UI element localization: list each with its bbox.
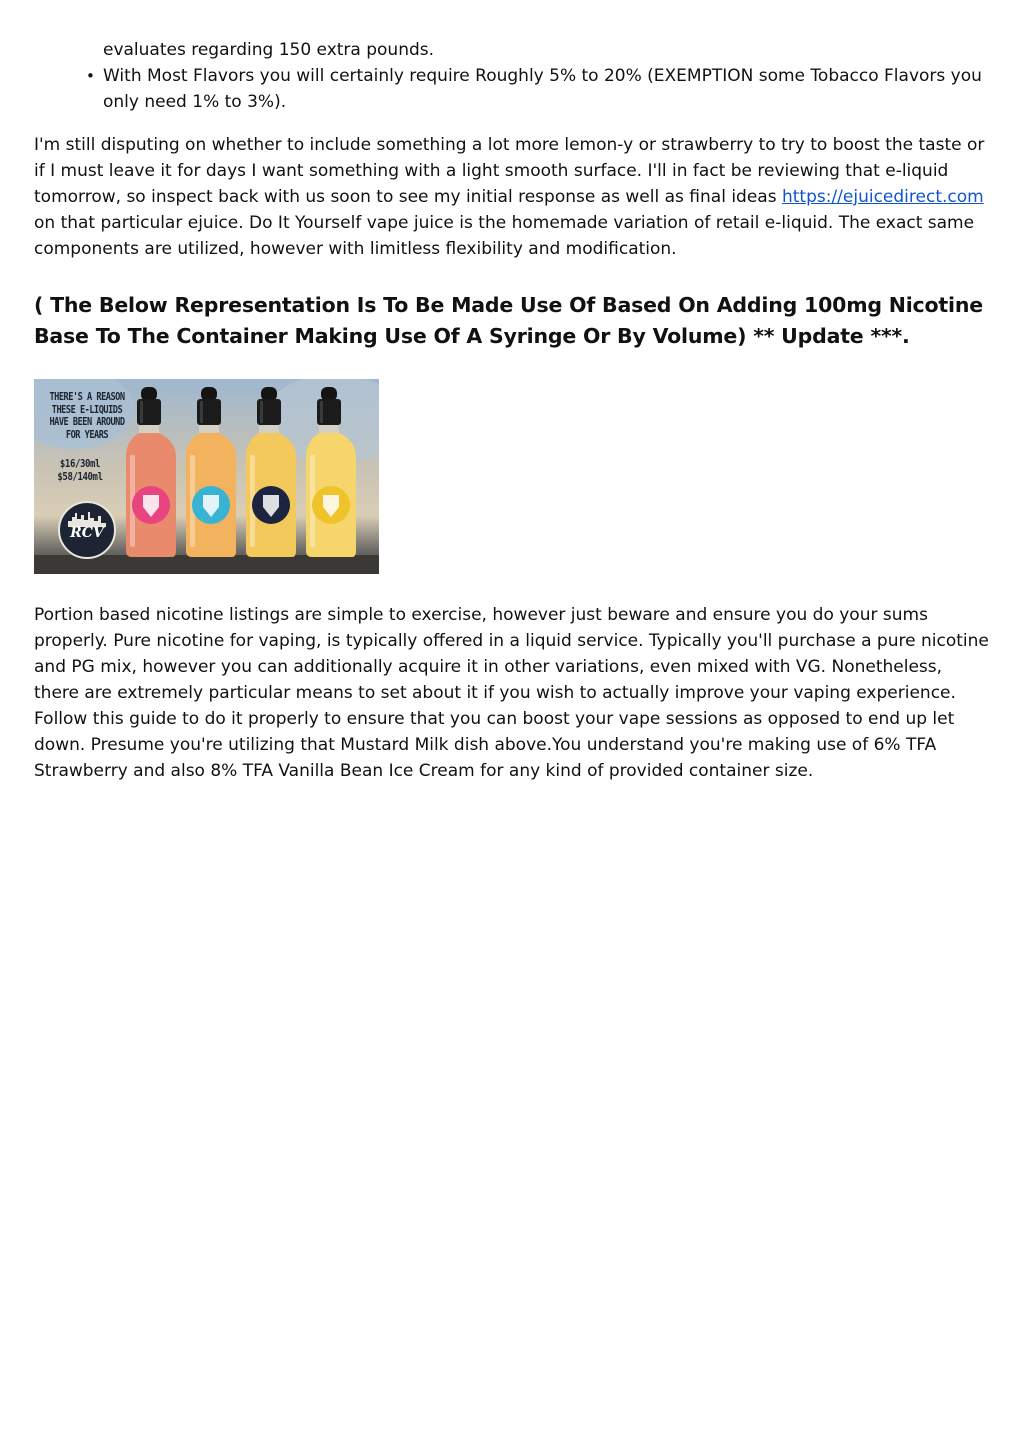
promo-line: THERE'S A REASON bbox=[49, 391, 125, 403]
section-heading: ( The Below Representation Is To Be Made Use Of Based On Adding 100mg Nicotine Base To The Container Making Use Of A Syringe Or By Volume) ** Update ***. bbox=[34, 293, 983, 348]
promo-line: HAVE BEEN AROUND bbox=[49, 416, 125, 428]
eliquid-bottle bbox=[186, 387, 236, 557]
eliquid-promo-image bbox=[34, 379, 379, 574]
document-body bbox=[34, 37, 990, 784]
rcv-logo-text: RCV bbox=[70, 525, 104, 541]
promo-prices bbox=[42, 457, 117, 483]
list-item: • With Most Flavors you will certainly require Roughly 5% to 20% (EXEMPTION some Tobacco Flavors you only need 1% to 3%). bbox=[34, 63, 990, 115]
ejuicedirect-link[interactable]: https://ejuicedirect.com bbox=[781, 187, 984, 207]
paragraph-text-before-link: I'm still disputing on whether to include something a lot more lemon-y or strawberry to try to boost the taste or if I must leave it for days I want something with a light smooth surface. I'll in fact be reviewing that e-liquid tomorrow, so inspect back with us soon to see my initial response as well as final ideas bbox=[34, 135, 985, 207]
list-continuation-text: evaluates regarding 150 extra pounds. bbox=[103, 40, 435, 60]
paragraph-nicotine: Portion based nicotine listings are simple to exercise, however just beware and ensure you do your sums properly. Pure nicotine for vaping, is typically offered in a liquid service. Typically you'll purchase a pure nicotine and PG mix, however you can additionally acquire it in other variations, even mixed with VG. Nonetheless, there are extremely particular means to set about it if you wish to actually improve your vaping experience. Follow this guide to do it properly to ensure that you can boost your vape sessions as opposed to end up let down. Presume you're utilizing that Mustard Milk dish above.You understand you're making use of 6% TFA Strawberry and also 8% TFA Vanilla Bean Ice Cream for any kind of provided container size. bbox=[34, 605, 989, 781]
promo-line: THESE E-LIQUIDS bbox=[51, 403, 123, 416]
price-line: $58/140ml bbox=[57, 470, 103, 483]
bullet-list bbox=[34, 63, 990, 115]
paragraph-text-after-link: on that particular ejuice. Do It Yourself vape juice is the homemade variation of retail e-liquid. The exact same components are utilized, however with limitless flexibility and modification. bbox=[34, 213, 975, 259]
paragraph-intro bbox=[34, 132, 990, 262]
promo-headline bbox=[44, 391, 131, 441]
promo-line: FOR YEARS bbox=[65, 428, 109, 441]
rcv-logo bbox=[58, 501, 116, 559]
price-line: $16/30ml bbox=[59, 457, 101, 470]
